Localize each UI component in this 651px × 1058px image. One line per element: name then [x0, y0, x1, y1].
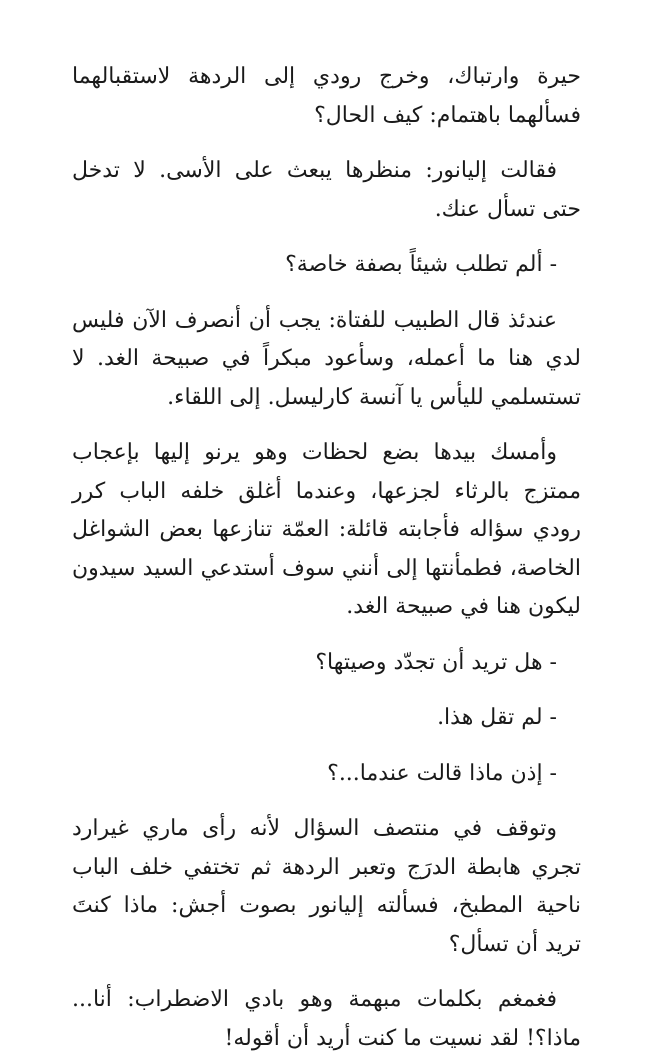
paragraph-6: فغمغم بكلمات مبهمة وهو بادي الاضطراب: أنا... ماذا؟! لقد نسيت ما كنت أريد أن أقوله!: [72, 987, 581, 1051]
dialogue-line-2: - هل تريد أن تجدّد وصيتها؟: [315, 649, 557, 675]
paragraph-1: حيرة وارتباك، وخرج رودي إلى الردهة لاستقبالهما فسألهما باهتمام: كيف الحال؟: [72, 64, 581, 128]
dialogue-line-3: - لم تقل هذا.: [437, 705, 557, 730]
dialogue-line-4: - إذن ماذا قالت عندما...؟: [327, 760, 557, 786]
paragraph-3: عندئذ قال الطبيب للفتاة: يجب أن أنصرف الآن فليس لدي هنا ما أعمله، وسأعود مبكراً في صبيحة الغد. لا تستسلمي لليأس يا آنسة كارليسل. إلى اللقاء.: [72, 307, 581, 410]
book-page: [72, 58, 581, 1058]
dialogue-line-1: - ألم تطلب شيئاً بصفة خاصة؟: [285, 252, 557, 277]
paragraph-5: وتوقف في منتصف السؤال لأنه رأى ماري غيرارد تجري هابطة الدرَج وتعبر الردهة ثم تختفي خلف الباب ناحية المطبخ، فسألته إليانور بصوت أجش: ماذا كنتَ تريد أن تسأل؟: [72, 816, 581, 957]
paragraph-4: وأمسك بيدها بضع لحظات وهو يرنو إليها بإعجاب ممتزج بالرثاء لجزعها، وعندما أغلق خلفه الباب كرر رودي سؤاله فأجابته قائلة: العمّة تنازعها بعض الشواغل الخاصة، فطمأنتها إلى أنني سوف أستدعي السيد سيدون ليكون هنا في صبيحة الغد.: [72, 440, 581, 619]
paragraph-2: فقالت إليانور: منظرها يبعث على الأسى. لا تدخل حتى تسأل عنك.: [72, 158, 581, 222]
